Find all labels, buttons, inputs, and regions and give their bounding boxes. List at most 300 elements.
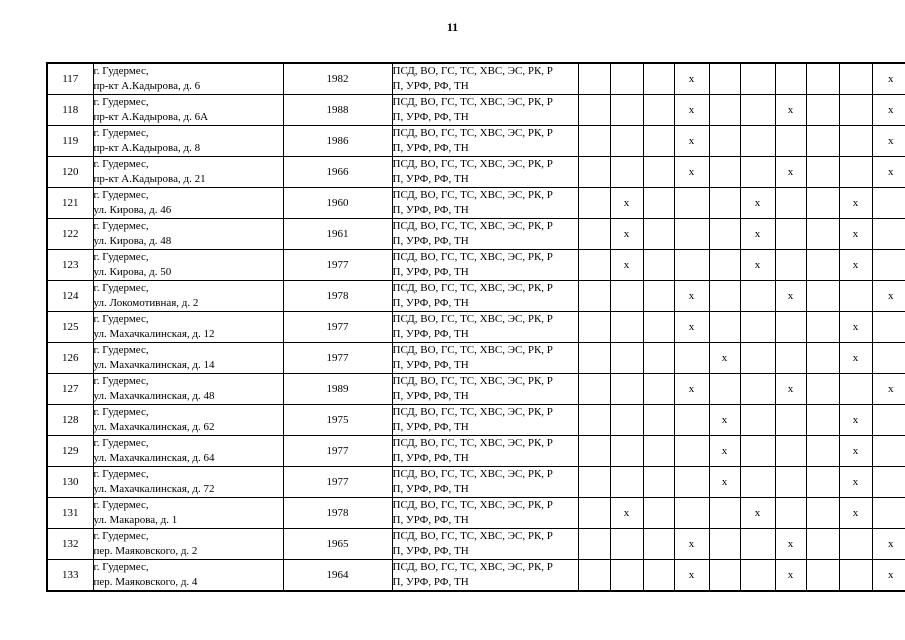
mark-cell — [674, 436, 709, 467]
address-street: ул. Махачкалинская, д. 48 — [93, 390, 215, 402]
mark-cell: x — [775, 560, 806, 592]
mark-cell: x — [839, 436, 872, 467]
table-row — [47, 498, 905, 529]
address-city: г. Гудермес, — [93, 375, 149, 387]
address-cell — [93, 405, 283, 436]
mark-cell: x — [674, 126, 709, 157]
mark-cell — [806, 95, 839, 126]
mark-cell — [775, 405, 806, 436]
mark-cell — [839, 560, 872, 592]
mark-cell — [709, 219, 740, 250]
mark-cell: x — [674, 374, 709, 405]
mark-cell — [643, 281, 674, 312]
works-line: П, УРФ, РФ, ТН — [392, 545, 469, 557]
address-city: г. Гудермес, — [93, 127, 149, 139]
mark-cell — [740, 63, 775, 95]
mark-cell: x — [872, 63, 905, 95]
year-cell: 1961 — [283, 219, 392, 250]
address-city: г. Гудермес, — [93, 282, 149, 294]
mark-cell — [610, 467, 643, 498]
mark-cell — [806, 157, 839, 188]
mark-cell — [806, 188, 839, 219]
mark-cell — [643, 95, 674, 126]
mark-cell — [709, 126, 740, 157]
works-line: П, УРФ, РФ, ТН — [392, 514, 469, 526]
works-line: П, УРФ, РФ, ТН — [392, 266, 469, 278]
year-cell: 1977 — [283, 312, 392, 343]
year-cell: 1977 — [283, 436, 392, 467]
mark-cell — [709, 312, 740, 343]
works-cell — [392, 281, 578, 312]
address-cell — [93, 63, 283, 95]
mark-cell — [643, 436, 674, 467]
table-body — [47, 63, 905, 591]
works-line: ПСД, ВО, ГС, ТС, ХВС, ЭС, РК, Р — [392, 313, 553, 325]
mark-cell — [643, 374, 674, 405]
address-street: ул. Макарова, д. 1 — [93, 514, 178, 526]
mark-cell — [839, 157, 872, 188]
works-cell — [392, 95, 578, 126]
year-cell: 1977 — [283, 250, 392, 281]
address-city: г. Гудермес, — [93, 344, 149, 356]
address-city: г. Гудермес, — [93, 313, 149, 325]
table-row — [47, 312, 905, 343]
row-number: 131 — [47, 498, 93, 529]
works-line: П, УРФ, РФ, ТН — [392, 359, 469, 371]
address-street: ул. Махачкалинская, д. 64 — [93, 452, 215, 464]
address-cell — [93, 157, 283, 188]
address-cell — [93, 250, 283, 281]
works-line: П, УРФ, РФ, ТН — [392, 297, 469, 309]
mark-cell — [643, 405, 674, 436]
address-cell — [93, 498, 283, 529]
table-row — [47, 126, 905, 157]
address-street: ул. Кирова, д. 48 — [93, 235, 172, 247]
mark-cell — [709, 63, 740, 95]
mark-cell: x — [610, 250, 643, 281]
mark-cell — [775, 312, 806, 343]
table-row — [47, 281, 905, 312]
works-cell — [392, 219, 578, 250]
mark-cell — [610, 560, 643, 592]
mark-cell — [578, 529, 610, 560]
works-line: ПСД, ВО, ГС, ТС, ХВС, ЭС, РК, Р — [392, 158, 553, 170]
works-cell — [392, 436, 578, 467]
mark-cell — [872, 250, 905, 281]
works-cell — [392, 188, 578, 219]
works-line: ПСД, ВО, ГС, ТС, ХВС, ЭС, РК, Р — [392, 561, 553, 573]
table-row — [47, 63, 905, 95]
mark-cell — [643, 157, 674, 188]
address-street: пр-кт А.Кадырова, д. 8 — [93, 142, 201, 154]
mark-cell — [775, 63, 806, 95]
year-cell: 1988 — [283, 95, 392, 126]
year-cell: 1989 — [283, 374, 392, 405]
mark-cell — [740, 467, 775, 498]
mark-cell — [775, 219, 806, 250]
mark-cell — [839, 281, 872, 312]
mark-cell — [610, 157, 643, 188]
mark-cell — [740, 436, 775, 467]
address-cell — [93, 126, 283, 157]
table-row — [47, 250, 905, 281]
mark-cell — [709, 374, 740, 405]
works-line: П, УРФ, РФ, ТН — [392, 173, 469, 185]
mark-cell — [578, 467, 610, 498]
mark-cell — [674, 188, 709, 219]
mark-cell — [610, 343, 643, 374]
mark-cell: x — [610, 498, 643, 529]
mark-cell: x — [775, 157, 806, 188]
row-number: 122 — [47, 219, 93, 250]
mark-cell: x — [674, 560, 709, 592]
mark-cell — [872, 188, 905, 219]
mark-cell — [740, 560, 775, 592]
address-street: ул. Махачкалинская, д. 62 — [93, 421, 215, 433]
works-cell — [392, 63, 578, 95]
address-street: ул. Кирова, д. 46 — [93, 204, 172, 216]
mark-cell: x — [709, 405, 740, 436]
address-street: пер. Маяковского, д. 2 — [93, 545, 198, 557]
mark-cell: x — [839, 498, 872, 529]
mark-cell: x — [775, 281, 806, 312]
row-number: 130 — [47, 467, 93, 498]
mark-cell — [740, 95, 775, 126]
mark-cell: x — [872, 95, 905, 126]
mark-cell — [806, 374, 839, 405]
year-cell: 1986 — [283, 126, 392, 157]
works-cell — [392, 126, 578, 157]
mark-cell — [578, 250, 610, 281]
mark-cell: x — [839, 467, 872, 498]
address-city: г. Гудермес, — [93, 561, 149, 573]
mark-cell — [806, 529, 839, 560]
mark-cell — [775, 126, 806, 157]
mark-cell: x — [674, 529, 709, 560]
mark-cell — [643, 312, 674, 343]
mark-cell: x — [740, 250, 775, 281]
mark-cell — [578, 405, 610, 436]
works-line: ПСД, ВО, ГС, ТС, ХВС, ЭС, РК, Р — [392, 406, 553, 418]
works-line: П, УРФ, РФ, ТН — [392, 111, 469, 123]
mark-cell — [806, 560, 839, 592]
mark-cell: x — [872, 374, 905, 405]
address-street: пр-кт А.Кадырова, д. 21 — [93, 173, 206, 185]
mark-cell — [643, 529, 674, 560]
table-row — [47, 95, 905, 126]
row-number: 123 — [47, 250, 93, 281]
mark-cell — [610, 529, 643, 560]
works-line: П, УРФ, РФ, ТН — [392, 452, 469, 464]
mark-cell — [839, 529, 872, 560]
mark-cell — [775, 467, 806, 498]
works-line: П, УРФ, РФ, ТН — [392, 328, 469, 340]
mark-cell — [806, 63, 839, 95]
table-row — [47, 529, 905, 560]
works-cell — [392, 529, 578, 560]
mark-cell — [610, 436, 643, 467]
mark-cell — [674, 250, 709, 281]
mark-cell — [578, 498, 610, 529]
year-cell: 1978 — [283, 498, 392, 529]
works-line: ПСД, ВО, ГС, ТС, ХВС, ЭС, РК, Р — [392, 220, 553, 232]
mark-cell — [578, 560, 610, 592]
works-cell — [392, 560, 578, 592]
table-row — [47, 219, 905, 250]
mark-cell — [709, 188, 740, 219]
mark-cell — [740, 157, 775, 188]
row-number: 120 — [47, 157, 93, 188]
mark-cell — [709, 560, 740, 592]
mark-cell — [578, 157, 610, 188]
works-line: П, УРФ, РФ, ТН — [392, 142, 469, 154]
mark-cell — [872, 498, 905, 529]
address-cell — [93, 467, 283, 498]
address-city: г. Гудермес, — [93, 158, 149, 170]
works-line: ПСД, ВО, ГС, ТС, ХВС, ЭС, РК, Р — [392, 65, 553, 77]
mark-cell — [775, 498, 806, 529]
mark-cell — [578, 343, 610, 374]
works-line: П, УРФ, РФ, ТН — [392, 576, 469, 588]
table-row — [47, 188, 905, 219]
works-line: ПСД, ВО, ГС, ТС, ХВС, ЭС, РК, Р — [392, 437, 553, 449]
row-number: 124 — [47, 281, 93, 312]
mark-cell — [775, 188, 806, 219]
address-street: пер. Маяковского, д. 4 — [93, 576, 198, 588]
mark-cell — [674, 343, 709, 374]
table-row — [47, 157, 905, 188]
mark-cell — [872, 436, 905, 467]
address-city: г. Гудермес, — [93, 437, 149, 449]
year-cell: 1975 — [283, 405, 392, 436]
year-cell: 1965 — [283, 529, 392, 560]
address-street: пр-кт А.Кадырова, д. 6А — [93, 111, 209, 123]
mark-cell — [643, 343, 674, 374]
mark-cell — [709, 498, 740, 529]
mark-cell — [578, 374, 610, 405]
mark-cell — [610, 374, 643, 405]
mark-cell: x — [872, 529, 905, 560]
mark-cell — [872, 467, 905, 498]
year-cell: 1982 — [283, 63, 392, 95]
works-line: П, УРФ, РФ, ТН — [392, 483, 469, 495]
works-cell — [392, 374, 578, 405]
year-cell: 1964 — [283, 560, 392, 592]
mark-cell: x — [740, 219, 775, 250]
works-line: П, УРФ, РФ, ТН — [392, 235, 469, 247]
works-line: ПСД, ВО, ГС, ТС, ХВС, ЭС, РК, Р — [392, 189, 553, 201]
mark-cell — [740, 405, 775, 436]
buildings-table — [46, 62, 905, 592]
works-line: ПСД, ВО, ГС, ТС, ХВС, ЭС, РК, Р — [392, 127, 553, 139]
row-number: 118 — [47, 95, 93, 126]
row-number: 132 — [47, 529, 93, 560]
mark-cell: x — [872, 281, 905, 312]
mark-cell: x — [839, 250, 872, 281]
table-row — [47, 343, 905, 374]
mark-cell: x — [674, 281, 709, 312]
mark-cell — [674, 405, 709, 436]
address-city: г. Гудермес, — [93, 499, 149, 511]
mark-cell — [839, 374, 872, 405]
mark-cell: x — [839, 188, 872, 219]
address-cell — [93, 188, 283, 219]
works-cell — [392, 405, 578, 436]
works-cell — [392, 498, 578, 529]
works-line: ПСД, ВО, ГС, ТС, ХВС, ЭС, РК, Р — [392, 499, 553, 511]
mark-cell — [643, 467, 674, 498]
works-cell — [392, 157, 578, 188]
mark-cell — [872, 405, 905, 436]
mark-cell — [674, 219, 709, 250]
mark-cell: x — [775, 374, 806, 405]
address-street: ул. Махачкалинская, д. 72 — [93, 483, 215, 495]
works-cell — [392, 343, 578, 374]
address-cell — [93, 219, 283, 250]
address-city: г. Гудермес, — [93, 468, 149, 480]
mark-cell — [709, 157, 740, 188]
address-city: г. Гудермес, — [93, 406, 149, 418]
mark-cell — [610, 405, 643, 436]
mark-cell: x — [872, 126, 905, 157]
mark-cell — [643, 188, 674, 219]
mark-cell — [740, 126, 775, 157]
works-line: ПСД, ВО, ГС, ТС, ХВС, ЭС, РК, Р — [392, 96, 553, 108]
mark-cell — [740, 312, 775, 343]
address-city: г. Гудермес, — [93, 220, 149, 232]
mark-cell — [775, 343, 806, 374]
row-number: 128 — [47, 405, 93, 436]
year-cell: 1977 — [283, 467, 392, 498]
address-cell — [93, 343, 283, 374]
works-line: П, УРФ, РФ, ТН — [392, 421, 469, 433]
mark-cell: x — [872, 157, 905, 188]
mark-cell — [806, 498, 839, 529]
mark-cell: x — [610, 188, 643, 219]
address-city: г. Гудермес, — [93, 189, 149, 201]
mark-cell — [643, 219, 674, 250]
mark-cell — [872, 343, 905, 374]
works-cell — [392, 467, 578, 498]
table-row — [47, 560, 905, 592]
table-row — [47, 374, 905, 405]
works-line: ПСД, ВО, ГС, ТС, ХВС, ЭС, РК, Р — [392, 282, 553, 294]
address-cell — [93, 529, 283, 560]
works-line: П, УРФ, РФ, ТН — [392, 390, 469, 402]
address-cell — [93, 436, 283, 467]
mark-cell: x — [839, 405, 872, 436]
row-number: 126 — [47, 343, 93, 374]
mark-cell — [643, 63, 674, 95]
mark-cell — [709, 281, 740, 312]
mark-cell — [610, 312, 643, 343]
mark-cell: x — [674, 95, 709, 126]
mark-cell: x — [839, 312, 872, 343]
mark-cell: x — [775, 95, 806, 126]
mark-cell — [578, 188, 610, 219]
mark-cell — [578, 63, 610, 95]
works-cell — [392, 312, 578, 343]
mark-cell: x — [740, 188, 775, 219]
address-city: г. Гудермес, — [93, 65, 149, 77]
mark-cell — [610, 63, 643, 95]
mark-cell — [740, 281, 775, 312]
mark-cell — [806, 467, 839, 498]
table-row — [47, 405, 905, 436]
row-number: 125 — [47, 312, 93, 343]
mark-cell — [610, 126, 643, 157]
page-number: 11 — [446, 20, 459, 34]
table-row — [47, 436, 905, 467]
mark-cell — [643, 126, 674, 157]
works-line: П, УРФ, РФ, ТН — [392, 204, 469, 216]
mark-cell — [578, 126, 610, 157]
address-street: ул. Махачкалинская, д. 14 — [93, 359, 215, 371]
mark-cell — [643, 560, 674, 592]
mark-cell — [775, 250, 806, 281]
works-cell — [392, 250, 578, 281]
mark-cell — [674, 498, 709, 529]
mark-cell — [610, 281, 643, 312]
works-line: ПСД, ВО, ГС, ТС, ХВС, ЭС, РК, Р — [392, 251, 553, 263]
address-cell — [93, 560, 283, 592]
mark-cell — [806, 250, 839, 281]
mark-cell — [872, 219, 905, 250]
mark-cell — [709, 529, 740, 560]
table-row — [47, 467, 905, 498]
mark-cell — [674, 467, 709, 498]
mark-cell — [806, 405, 839, 436]
year-cell: 1978 — [283, 281, 392, 312]
address-cell — [93, 312, 283, 343]
row-number: 117 — [47, 63, 93, 95]
mark-cell — [578, 219, 610, 250]
mark-cell: x — [709, 343, 740, 374]
mark-cell: x — [674, 157, 709, 188]
mark-cell — [775, 436, 806, 467]
year-cell: 1966 — [283, 157, 392, 188]
mark-cell — [806, 343, 839, 374]
mark-cell — [806, 126, 839, 157]
mark-cell — [578, 436, 610, 467]
mark-cell — [740, 343, 775, 374]
mark-cell — [643, 250, 674, 281]
mark-cell: x — [839, 343, 872, 374]
mark-cell — [643, 498, 674, 529]
row-number: 129 — [47, 436, 93, 467]
row-number: 119 — [47, 126, 93, 157]
mark-cell — [578, 95, 610, 126]
address-city: г. Гудермес, — [93, 530, 149, 542]
mark-cell — [806, 219, 839, 250]
mark-cell: x — [610, 219, 643, 250]
address-street: ул. Кирова, д. 50 — [93, 266, 172, 278]
year-cell: 1960 — [283, 188, 392, 219]
mark-cell — [709, 250, 740, 281]
mark-cell — [740, 529, 775, 560]
mark-cell: x — [775, 529, 806, 560]
address-street: ул. Махачкалинская, д. 12 — [93, 328, 215, 340]
mark-cell: x — [709, 436, 740, 467]
works-line: ПСД, ВО, ГС, ТС, ХВС, ЭС, РК, Р — [392, 344, 553, 356]
address-cell — [93, 374, 283, 405]
mark-cell — [578, 312, 610, 343]
works-line: ПСД, ВО, ГС, ТС, ХВС, ЭС, РК, Р — [392, 375, 553, 387]
mark-cell — [610, 95, 643, 126]
address-cell — [93, 281, 283, 312]
mark-cell: x — [740, 498, 775, 529]
mark-cell — [839, 126, 872, 157]
